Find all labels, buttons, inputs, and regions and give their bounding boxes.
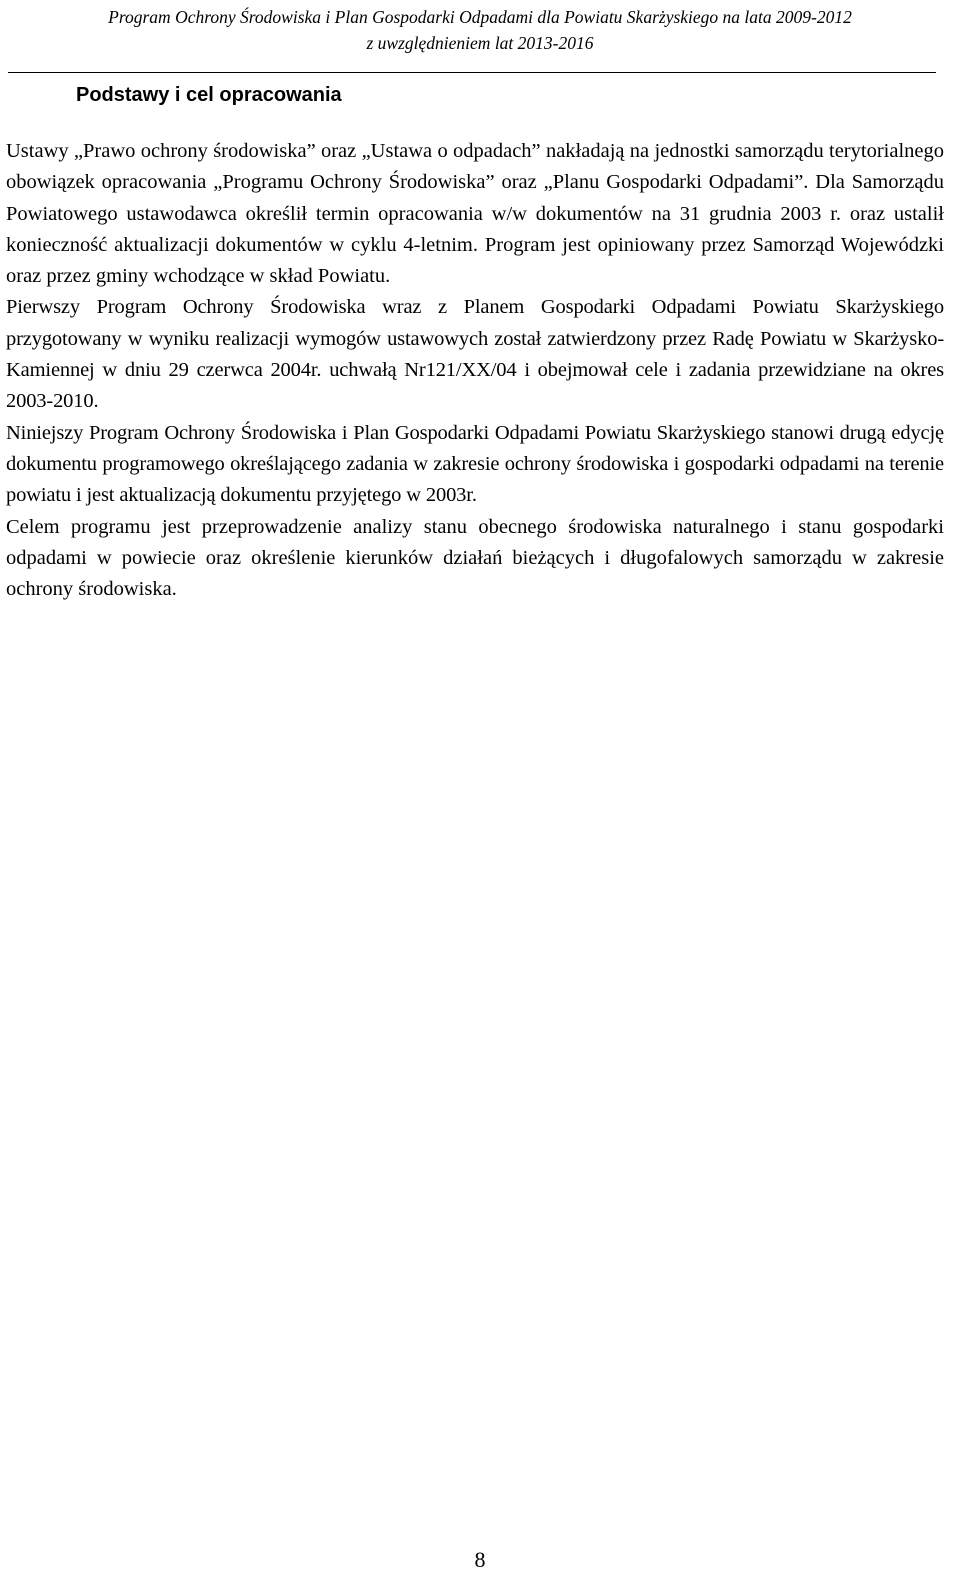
header-divider: [8, 72, 936, 73]
paragraph-first-program: Pierwszy Program Ochrony Środowiska wraz z Planem Gospodarki Odpadami Powiatu Skarżyskiego przygotowany w wyniku realizacji wymogów ustawowych został zatwierdzony przez Radę Powiatu w Skarżysko-Kamiennej w dniu 29 czerwca 2004r. uchwałą Nr121/XX/04 i obejmował cele i zadania przewidziane na okres 2003-2010.: [6, 296, 944, 413]
paragraph-legal-basis: Ustawy „Prawo ochrony środowiska” oraz „Ustawa o odpadach” nakładają na jednostki samorządu terytorialnego obowiązek opracowania „Programu Ochrony Środowiska” oraz „Planu Gospodarki Odpadami”. Dla Samorządu Powiatowego ustawodawca określił termin opracowania w/w dokumentów na 31 grudnia 2003 r. oraz ustalił konieczność aktualizacji dokumentów w cyklu 4-letnim. Program jest opiniowany przez Samorząd Wojewódzki oraz przez gminy wchodzące w skład Powiatu.: [6, 140, 944, 288]
paragraph-current-edition: Niniejszy Program Ochrony Środowiska i Plan Gospodarki Odpadami Powiatu Skarżyskiego stanowi drugą edycję dokumentu programowego określającego zadania w zakresie ochrony środowiska i gospodarki odpadami na terenie powiatu i jest aktualizacją dokumentu przyjętego w 2003r.: [6, 421, 944, 507]
page-number: 8: [474, 1547, 486, 1572]
paragraph-program-goal: Celem programu jest przeprowadzenie analizy stanu obecnego środowiska naturalnego i stanu gospodarki odpadami w powiecie oraz określenie kierunków działań bieżących i długofalowych samorządu w zakresie ochrony środowiska.: [6, 515, 944, 601]
header-subtitle-line: z uwzględnieniem lat 2013-2016: [366, 33, 594, 53]
section-heading: Podstawy i cel opracowania: [76, 84, 342, 106]
running-header: [0, 4, 960, 56]
body-text: [6, 110, 944, 605]
header-title-line: Program Ochrony Środowiska i Plan Gospodarki Odpadami dla Powiatu Skarżyskiego na lata 2009-2012: [108, 7, 852, 27]
